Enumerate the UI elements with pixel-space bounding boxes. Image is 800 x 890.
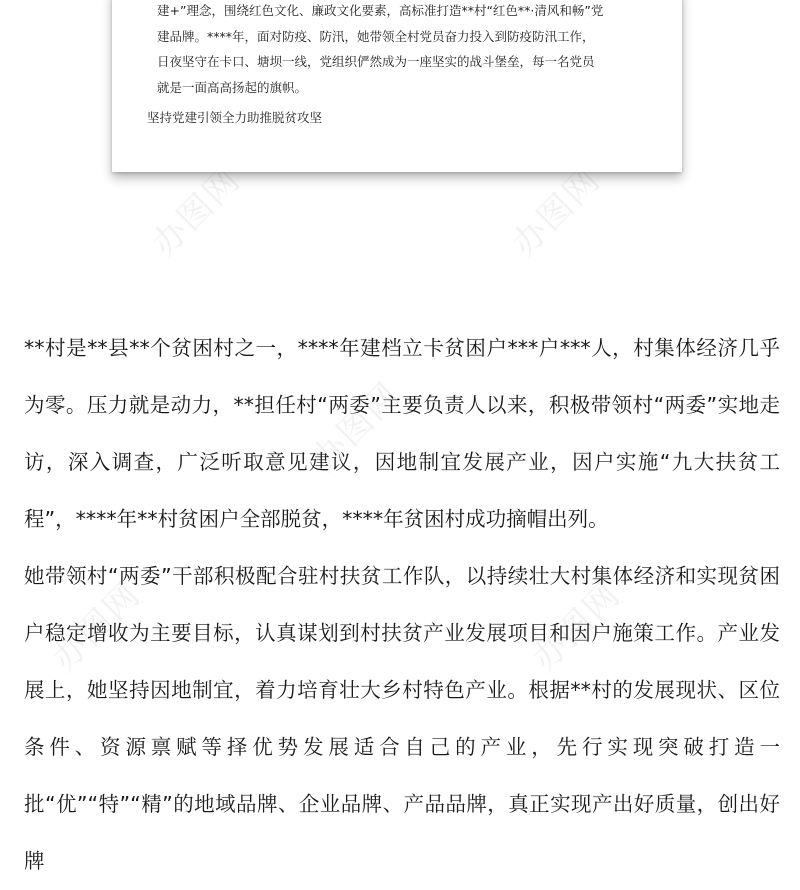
card-line: 就是一面高高扬起的旗帜。: [157, 79, 308, 95]
watermark: 办图网: [504, 159, 609, 265]
watermark: 办图网: [44, 574, 149, 680]
body-paragraph: **村是**县**个贫困村之一，****年建档立卡贫困户***户***人，村集体经济几乎为零。压力就是动力，**担任村“两委”主要负责人以来，积极带领村“两委”实地走访，深入调查，广泛听取意见建议，因地制宜发展产业，因户实施“九大扶贫工程”，****年**村贫困户全部脱贫，****年贫困村成功摘帽出列。: [24, 336, 780, 531]
body-paragraph: 她带领村“两委”干部积极配合驻村扶贫工作队，以持续壮大村集体经济和实现贫困户稳定增收为主要目标，认真谋划到村扶贫产业发展项目和因户施策工作。产业发展上，她坚持因地制宜，着力培育壮大乡村特色产业。根据**村的发展现状、区位条件、资源禀赋等择优势发展适合自己的产业，先行实现突破打造一批“优”“特”“精”的地域品牌、企业品牌、产品品牌，真正实现产出好质量，创出好牌: [24, 564, 780, 873]
card-section-heading: 坚持党建引领全力助推脱贫攻坚: [147, 110, 323, 125]
watermark: 办图网: [144, 159, 249, 265]
watermark: 办图网: [304, 374, 409, 480]
card-line: 日夜坚守在卡口、塘坝一线，党组织俨然成为一座坚实的战斗堡垒，每一名党员: [157, 54, 595, 69]
card-line: 建+”理念，围绕红色文化、廉政文化要素，高标准打造**村“红色**·清风和畅”党: [157, 3, 604, 18]
card-paragraph: [157, 0, 650, 100]
watermark: 办图网: [524, 574, 629, 680]
card-line: 建品牌。****年，面对防疫、防汛，她带领全村党员奋力投入到防疫防汛工作，: [157, 28, 595, 44]
document-body: [24, 320, 780, 890]
document-preview-card: [112, 0, 682, 172]
